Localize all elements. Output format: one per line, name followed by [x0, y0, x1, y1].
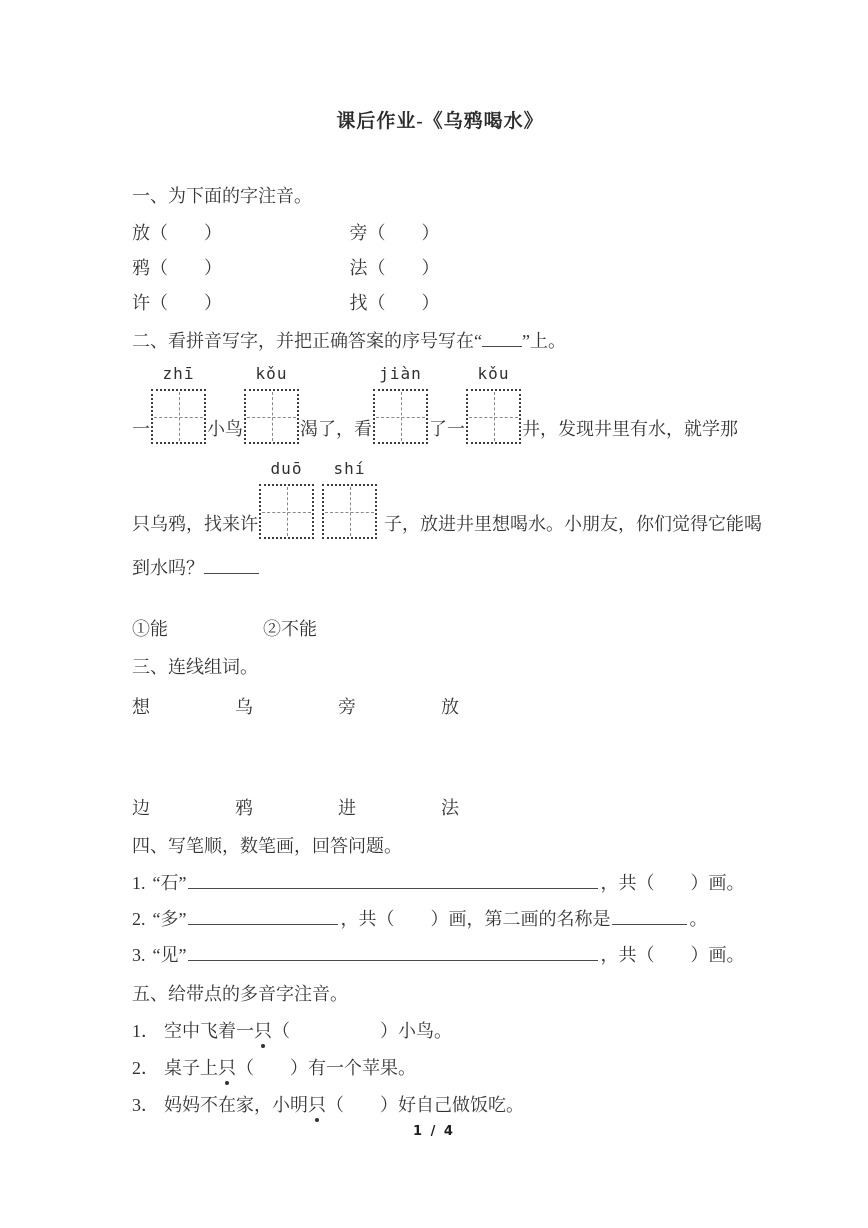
item-number: 3.	[132, 945, 146, 965]
answer-blank[interactable]	[612, 909, 687, 925]
writing-grid-box[interactable]	[322, 484, 377, 539]
option-can: ①能	[132, 619, 168, 639]
writing-grid-box[interactable]	[151, 389, 206, 444]
polyphone-item	[132, 1094, 748, 1117]
item-number: 3．	[132, 1095, 159, 1115]
stroke-order-item	[132, 872, 748, 895]
target-char: “多”	[152, 909, 187, 929]
sentence-text: 到水吗？	[132, 558, 204, 578]
sentence-text: 小鸟	[207, 419, 243, 439]
item-text: 空中飞着一	[164, 1021, 254, 1041]
item-number: 2.	[132, 909, 146, 929]
writing-grid-box[interactable]	[259, 484, 314, 539]
section-two-heading	[132, 327, 748, 353]
target-char: “石”	[152, 873, 187, 893]
stroke-order-item	[132, 908, 748, 931]
writing-grid-unit	[151, 365, 206, 444]
annotation-item: 放（ ）	[132, 223, 222, 243]
item-text: （ ）好自己做饭吃。	[326, 1095, 524, 1115]
sentence-text: 一	[132, 419, 150, 439]
item-text: ，共（ ）画，第二画的名称是	[340, 909, 611, 929]
pinyin-annotation-row	[132, 257, 748, 279]
page-number: 1 / 4	[413, 1124, 455, 1139]
pinyin-annotation-row	[132, 222, 748, 244]
item-text: 。	[689, 909, 708, 929]
emphasized-char: 只	[254, 1021, 272, 1041]
writing-grid-unit	[373, 365, 428, 444]
item-number: 2．	[132, 1058, 159, 1078]
section-five-heading: 五、给带点的多音字注音。	[132, 984, 348, 1004]
item-text: （ ）小鸟。	[272, 1021, 452, 1041]
matching-word[interactable]: 边	[132, 798, 150, 818]
pinyin-label: shí	[333, 459, 366, 478]
item-text: （ ）有一个苹果。	[236, 1058, 416, 1078]
item-text: 妈妈不在家，小明	[164, 1095, 308, 1115]
polyphone-item	[132, 1057, 748, 1080]
sentence-text: 了一	[429, 419, 465, 439]
annotation-item: 旁（ ）	[349, 223, 440, 243]
answer-blank[interactable]	[188, 909, 338, 925]
pinyin-label: duō	[270, 459, 303, 478]
annotation-item: 鸦（ ）	[132, 258, 222, 278]
matching-word[interactable]: 想	[132, 697, 150, 717]
stroke-order-item	[132, 944, 748, 967]
pinyin-label: kǒu	[255, 364, 288, 383]
answer-blank[interactable]	[482, 331, 522, 347]
item-number: 1．	[132, 1021, 159, 1041]
heading-text: ”上。	[522, 331, 566, 351]
item-text: ，共（ ）画。	[600, 945, 745, 965]
answer-blank[interactable]	[204, 558, 259, 574]
sentence-text: 只乌鸦，找来许	[132, 514, 258, 534]
annotation-item: 许（ ）	[132, 293, 222, 313]
fill-in-sentence-3	[132, 556, 748, 580]
item-text: ，共（ ）画。	[600, 873, 745, 893]
matching-word[interactable]: 法	[441, 798, 459, 818]
answer-options	[132, 617, 748, 641]
matching-word[interactable]: 旁	[338, 697, 356, 717]
matching-row-bottom	[132, 797, 748, 819]
annotation-item: 法（ ）	[349, 258, 440, 278]
pinyin-annotation-row	[132, 292, 748, 314]
fill-in-sentence-2	[132, 459, 762, 539]
item-text: 桌子上	[164, 1058, 218, 1078]
polyphone-item	[132, 1020, 748, 1043]
pinyin-label: jiàn	[379, 364, 422, 383]
option-cannot: ②不能	[263, 619, 317, 639]
section-one-heading: 一、为下面的字注音。	[132, 186, 312, 206]
writing-grid-unit	[259, 460, 314, 539]
fill-in-sentence-1	[132, 365, 748, 444]
annotation-item: 找（ ）	[349, 293, 440, 313]
target-char: “见”	[152, 945, 187, 965]
heading-text: 二、看拼音写字，并把正确答案的序号写在“	[132, 331, 482, 351]
writing-grid-unit	[466, 365, 521, 444]
answer-blank[interactable]	[188, 873, 598, 889]
item-number: 1.	[132, 873, 146, 893]
emphasized-char: 只	[218, 1058, 236, 1078]
emphasized-char: 只	[308, 1095, 326, 1115]
section-three-heading: 三、连线组词。	[132, 657, 258, 677]
sentence-text: 渴了，看	[300, 419, 372, 439]
pinyin-label: kǒu	[477, 364, 510, 383]
matching-word[interactable]: 鸦	[235, 798, 253, 818]
matching-word[interactable]: 乌	[235, 697, 253, 717]
pinyin-label: zhī	[162, 364, 195, 383]
writing-grid-unit	[322, 460, 377, 539]
writing-grid-unit	[244, 365, 299, 444]
matching-word[interactable]: 进	[338, 798, 356, 818]
writing-grid-box[interactable]	[466, 389, 521, 444]
sentence-text: 井，发现井里有水，就学那	[522, 419, 738, 439]
matching-row-top	[132, 696, 748, 718]
sentence-text: 子，放进井里想喝水。小朋友，你们觉得它能喝	[384, 514, 762, 534]
answer-blank[interactable]	[188, 945, 598, 961]
page-title: 课后作业-《乌鸦喝水》	[336, 111, 544, 132]
matching-word[interactable]: 放	[441, 697, 459, 717]
writing-grid-box[interactable]	[244, 389, 299, 444]
section-four-heading: 四、写笔顺，数笔画，回答问题。	[132, 836, 402, 856]
writing-grid-box[interactable]	[373, 389, 428, 444]
